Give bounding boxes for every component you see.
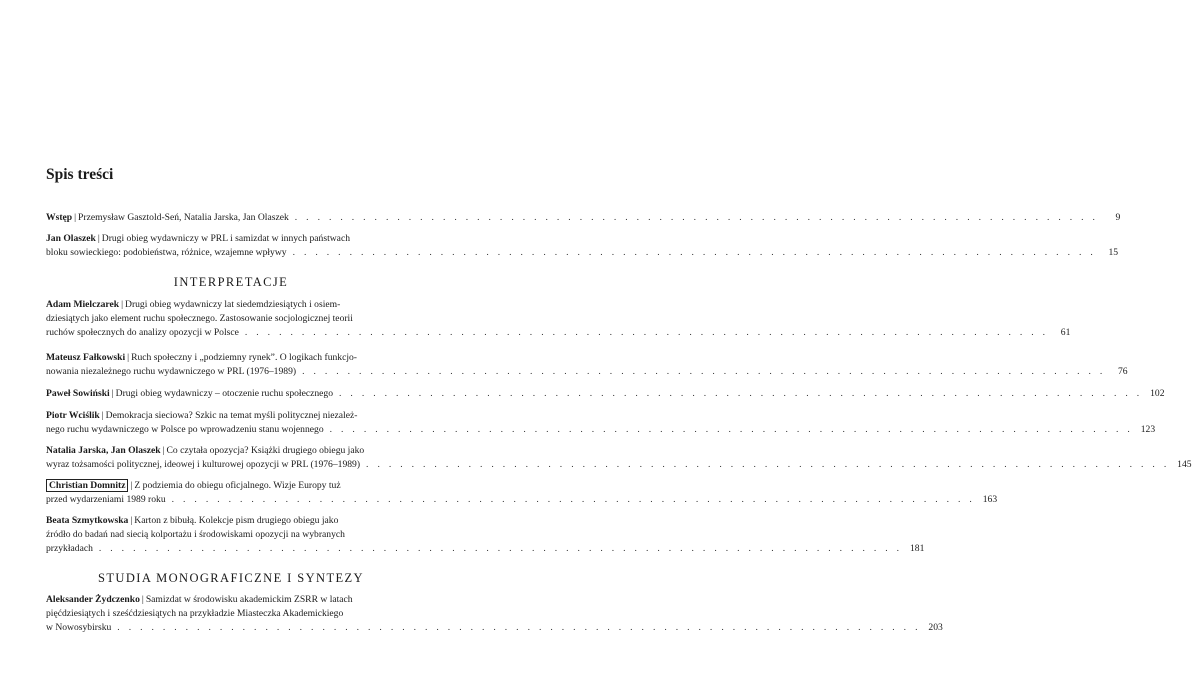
entry-page-number: 145 [1177,459,1192,471]
entry-title-line: w Nowosybirsku [46,622,112,634]
entry-author: Beata Szmytkowska [46,515,129,526]
entry-title-line: dziesiątych jako element ruchu społecznego. Zastosowanie socjologicznej teorii [46,313,353,325]
entry-title-line: Karton z bibułą. Kolekcje pism drugiego obiegu jako [134,515,339,526]
entry-title-line: Drugi obieg wydawniczy lat siedemdziesiątych i osiem- [125,299,341,310]
dot-leader: . . . . . . . . . . . . . . . . . . . . . . . . . . . . . . . . . . . . . . . . . . . . . . . . . . . . . . . . . . . . . . . . . . . . . . . [339,388,1143,399]
entry-author: Paweł Sowiński [46,388,110,399]
entry-page-number: 61 [1060,327,1071,339]
entry-title-line: Drugi obieg wydawniczy w PRL i samizdat w innych państwach [101,233,350,244]
entry-author: Jan Olaszek [46,233,96,244]
entry-page-number: 203 [928,622,943,634]
entry-title-line: Z podziemia do obiegu oficjalnego. Wizje Europy tuż [134,480,341,491]
entry-author: Natalia Jarska, Jan Olaszek [46,445,161,456]
entry-author: Aleksander Żydczenko [46,594,140,605]
toc-entry-sowinski: Paweł Sowiński | Drugi obieg wydawniczy – otoczenie ruchu społecznego . . . . . . . . . . . . . . . . . . . . . . . . . . . . . . . . . . . . . . . . . . . . . . . . . . . . . . . . . . . . . . . . . . . . . . . 102 [46,387,416,401]
entry-title-line: źródło do badań nad siecią kolportażu i środowiskami opozycji na wybranych [46,529,345,541]
entry-title-line: przed wydarzeniami 1989 roku [46,494,166,506]
entry-title-line: Drugi obieg wydawniczy – otoczenie ruchu społecznego [115,388,334,399]
entry-title-line: Demokracja sieciowa? Szkic na temat myśli politycznej niezależ- [105,410,358,421]
toc-entry-jarska-olaszek: Natalia Jarska, Jan Olaszek | Co czytała opozycja? Książki drugiego obiegu jako wyraz tożsamości politycznej, ideowej i kulturowej opozycji w PRL (1976–1989) . . . . . . . . . . . . . . . . . . . . . . . . . . . . . . . . . . . . . . . . . . . . . . . . . . . . . . . . . . . . . . . . . . . . . . . 145 [46,444,416,472]
entry-title-line: pięćdziesiątych i sześćdziesiątych na przykładzie Miasteczka Akademickiego [46,608,344,620]
entry-title-line: Co czytała opozycja? Książki drugiego obiegu jako [166,445,365,456]
entry-author: Mateusz Fałkowski [46,352,126,363]
dot-leader: . . . . . . . . . . . . . . . . . . . . . . . . . . . . . . . . . . . . . . . . . . . . . . . . . . . . . . . . . . . . . . . . . . . . . . . [329,424,1134,436]
entry-title-line: bloku sowieckiego: podobieństwa, różnice, wzajemne wpływy [46,247,287,259]
section-heading-studia: STUDIA MONOGRAFICZNE I SYNTEZY [98,571,364,585]
entry-author: Piotr Wciślik [46,410,100,421]
entry-title-line: Przemysław Gasztold-Seń, Natalia Jarska, Jan Olaszek [78,212,289,223]
toc-entry-mielczarek: Adam Mielczarek | Drugi obieg wydawniczy lat siedemdziesiątych i osiem- dziesiątych jako element ruchu społecznego. Zastosowanie socjologicznej teorii ruchów społecznych do analizy opozycji w Polsce . . . . . . . . . . . . . . . . . . . . . . . . . . . . . . . . . . . . . . . . . . . . . . . . . . . . . . . . . . . . . . . . . . . . . . . 61 [46,298,416,341]
toc-entry-domnitz: Christian Domnitz | Z podziemia do obiegu oficjalnego. Wizje Europy tuż przed wydarzeniami 1989 roku . . . . . . . . . . . . . . . . . . . . . . . . . . . . . . . . . . . . . . . . . . . . . . . . . . . . . . . . . . . . . . . . . . . . . . . 163 [46,479,416,507]
entry-author: Adam Mielczarek [46,299,120,310]
toc-entry-falkowski: Mateusz Fałkowski | Ruch społeczny i „podziemny rynek”. O logikach funkcjo- nowania niezależnego ruchu wydawniczego w PRL (1976–1989) . . . . . . . . . . . . . . . . . . . . . . . . . . . . . . . . . . . . . . . . . . . . . . . . . . . . . . . . . . . . . . . . . . . . . . . 76 [46,351,416,379]
entry-page-number: 181 [909,543,925,555]
toc-entry-introduction: Wstęp | Przemysław Gasztold-Seń, Natalia Jarska, Jan Olaszek . . . . . . . . . . . . . . . . . . . . . . . . . . . . . . . . . . . . . . . . . . . . . . . . . . . . . . . . . . . . . . . . . . . . . . . 9 [46,211,416,225]
dot-leader: . . . . . . . . . . . . . . . . . . . . . . . . . . . . . . . . . . . . . . . . . . . . . . . . . . . . . . . . . . . . . . . . . . . . . . . [302,366,1106,378]
entry-page-number: 76 [1117,366,1128,378]
toc-entry-wcislik: Piotr Wciślik | Demokracja sieciowa? Szkic na temat myśli politycznej niezależ- nego ruchu wydawniczego w Polsce po wprowadzeniu stanu wojennego . . . . . . . . . . . . . . . . . . . . . . . . . . . . . . . . . . . . . . . . . . . . . . . . . . . . . . . . . . . . . . . . . . . . . . . 123 [46,409,416,437]
entry-page-number: 9 [1115,212,1121,223]
dot-leader: . . . . . . . . . . . . . . . . . . . . . . . . . . . . . . . . . . . . . . . . . . . . . . . . . . . . . . . . . . . . . . . . . . . . . . . [366,459,1170,471]
toc-entry-szmytkowska: Beata Szmytkowska | Karton z bibułą. Kolekcje pism drugiego obiegu jako źródło do badań nad siecią kolportażu i środowiskami opozycji na wybranych przykładach . . . . . . . . . . . . . . . . . . . . . . . . . . . . . . . . . . . . . . . . . . . . . . . . . . . . . . . . . . . . . . . . . . . . . . . 181 [46,514,416,557]
entry-author: Wstęp [46,212,73,223]
entry-title-line: nego ruchu wydawniczego w Polsce po wprowadzeniu stanu wojennego [46,424,324,436]
entry-author-boxed: Christian Domnitz [46,479,128,492]
dot-leader: . . . . . . . . . . . . . . . . . . . . . . . . . . . . . . . . . . . . . . . . . . . . . . . . . . . . . . . . . . . . . . . . . . . . . . . [98,543,903,555]
entry-title-line: nowania niezależnego ruchu wydawniczego w PRL (1976–1989) [46,366,297,378]
page-title: Spis treści [46,166,114,183]
entry-page-number: 15 [1108,247,1119,259]
dot-leader: . . . . . . . . . . . . . . . . . . . . . . . . . . . . . . . . . . . . . . . . . . . . . . . . . . . . . . . . . . . . . . . . . . . . . . . [294,212,1099,223]
entry-page-number: 102 [1150,388,1165,399]
toc-entry-olaszek: Jan Olaszek | Drugi obieg wydawniczy w PRL i samizdat w innych państwach bloku sowieckiego: podobieństwa, różnice, wzajemne wpływy . . . . . . . . . . . . . . . . . . . . . . . . . . . . . . . . . . . . . . . . . . . . . . . . . . . . . . . . . . . . . . . . . . . . . . . 15 [46,232,416,260]
dot-leader: . . . . . . . . . . . . . . . . . . . . . . . . . . . . . . . . . . . . . . . . . . . . . . . . . . . . . . . . . . . . . . . . . . . . . . . [244,327,1049,339]
entry-title-line: wyraz tożsamości politycznej, ideowej i kulturowej opozycji w PRL (1976–1989) [46,459,361,471]
entry-title-line: ruchów społecznych do analizy opozycji w Polsce [46,327,239,339]
entry-title-line: Ruch społeczny i „podziemny rynek”. O logikach funkcjo- [131,352,357,363]
dot-leader: . . . . . . . . . . . . . . . . . . . . . . . . . . . . . . . . . . . . . . . . . . . . . . . . . . . . . . . . . . . . . . . . . . . . . . . [117,622,921,634]
entry-title-line: Samizdat w środowisku akademickim ZSRR w latach [145,594,353,605]
section-heading-interpretacje: INTERPRETACJE [173,275,289,289]
dot-leader: . . . . . . . . . . . . . . . . . . . . . . . . . . . . . . . . . . . . . . . . . . . . . . . . . . . . . . . . . . . . . . . . . . . . . . . [171,494,976,506]
dot-leader: . . . . . . . . . . . . . . . . . . . . . . . . . . . . . . . . . . . . . . . . . . . . . . . . . . . . . . . . . . . . . . . . . . . . . . . [292,247,1097,259]
entry-page-number: 123 [1140,424,1156,436]
entry-page-number: 163 [982,494,998,506]
toc-entry-zydczenko: Aleksander Żydczenko | Samizdat w środowisku akademickim ZSRR w latach pięćdziesiątych i sześćdziesiątych na przykładzie Miasteczka Akademickiego w Nowosybirsku . . . . . . . . . . . . . . . . . . . . . . . . . . . . . . . . . . . . . . . . . . . . . . . . . . . . . . . . . . . . . . . . . . . . . . . 203 [46,593,416,636]
entry-title-line: przykładach [46,543,93,555]
